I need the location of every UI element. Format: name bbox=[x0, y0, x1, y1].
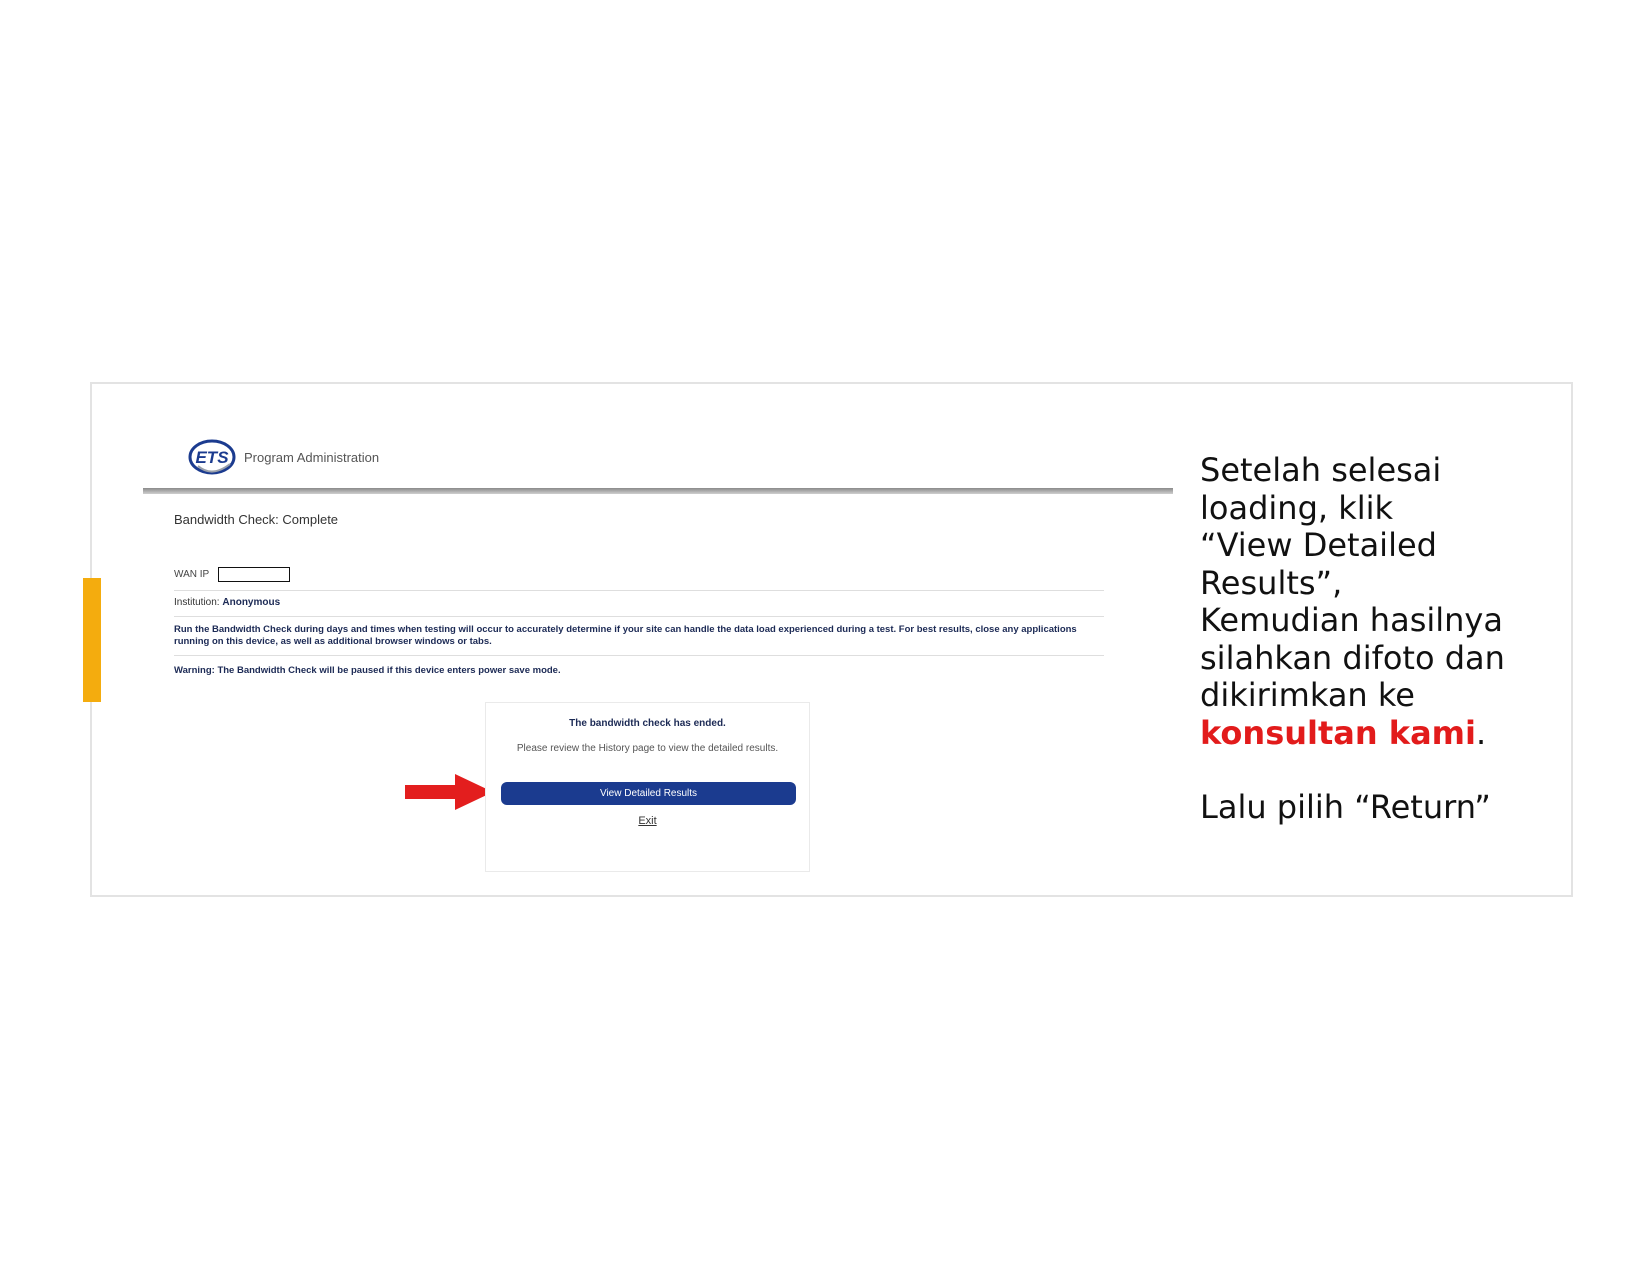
dialog-title: The bandwidth check has ended. bbox=[569, 718, 726, 729]
instruction-line: Results”, bbox=[1200, 563, 1343, 602]
spacer bbox=[1200, 752, 1540, 789]
results-dialog bbox=[485, 702, 810, 872]
exit-link[interactable]: Exit bbox=[638, 815, 657, 827]
header-divider bbox=[143, 488, 1173, 494]
institution-label: Institution: bbox=[174, 597, 220, 608]
instruction-line: Setelah selesai bbox=[1200, 451, 1442, 489]
program-administration-label: Program Administration bbox=[244, 449, 380, 465]
wan-ip-redacted-box bbox=[218, 567, 290, 582]
highlight-suffix: . bbox=[1475, 713, 1487, 752]
row-divider bbox=[174, 655, 1104, 656]
row-divider bbox=[174, 590, 1104, 591]
red-arrow-right-icon bbox=[405, 774, 493, 810]
view-detailed-results-button[interactable]: View Detailed Results bbox=[501, 782, 796, 805]
institution-value: Anonymous bbox=[222, 597, 281, 608]
dialog-subtitle: Please review the History page to view the detailed results. bbox=[516, 743, 779, 754]
accent-bar bbox=[83, 578, 101, 702]
instructions-text: Run the Bandwidth Check during days and times when testing will occur to accurately determine if your site can handle the data load experienced during a test. For best results, close any applications running on this device, as well as additional browser windows or tabs. bbox=[174, 624, 1077, 647]
instruction-line-return: Lalu pilih “Return” bbox=[1200, 788, 1491, 826]
instruction-line: loading, klik bbox=[1200, 488, 1394, 527]
row-divider bbox=[174, 616, 1104, 617]
institution-row bbox=[174, 597, 280, 608]
instruction-line: “View Detailed bbox=[1200, 526, 1437, 564]
instruction-line: Kemudian hasilnya bbox=[1200, 601, 1503, 639]
instruction-line: silahkan difoto dan bbox=[1200, 638, 1505, 677]
power-save-warning: Warning: The Bandwidth Check will be paused if this device enters power save mode. bbox=[174, 665, 561, 676]
instruction-line-highlight bbox=[1200, 715, 1540, 753]
ets-logo-text: ETS bbox=[195, 448, 229, 467]
page-title: Bandwidth Check: Complete bbox=[174, 512, 339, 527]
ets-logo-icon bbox=[188, 436, 240, 476]
consultant-highlight: konsultan kami bbox=[1200, 713, 1476, 752]
instruction-line: dikirimkan ke bbox=[1200, 676, 1415, 714]
instruction-panel bbox=[1200, 452, 1540, 827]
ets-header bbox=[188, 436, 379, 476]
wan-ip-label: WAN IP bbox=[174, 569, 210, 580]
wan-ip-row bbox=[174, 567, 290, 582]
